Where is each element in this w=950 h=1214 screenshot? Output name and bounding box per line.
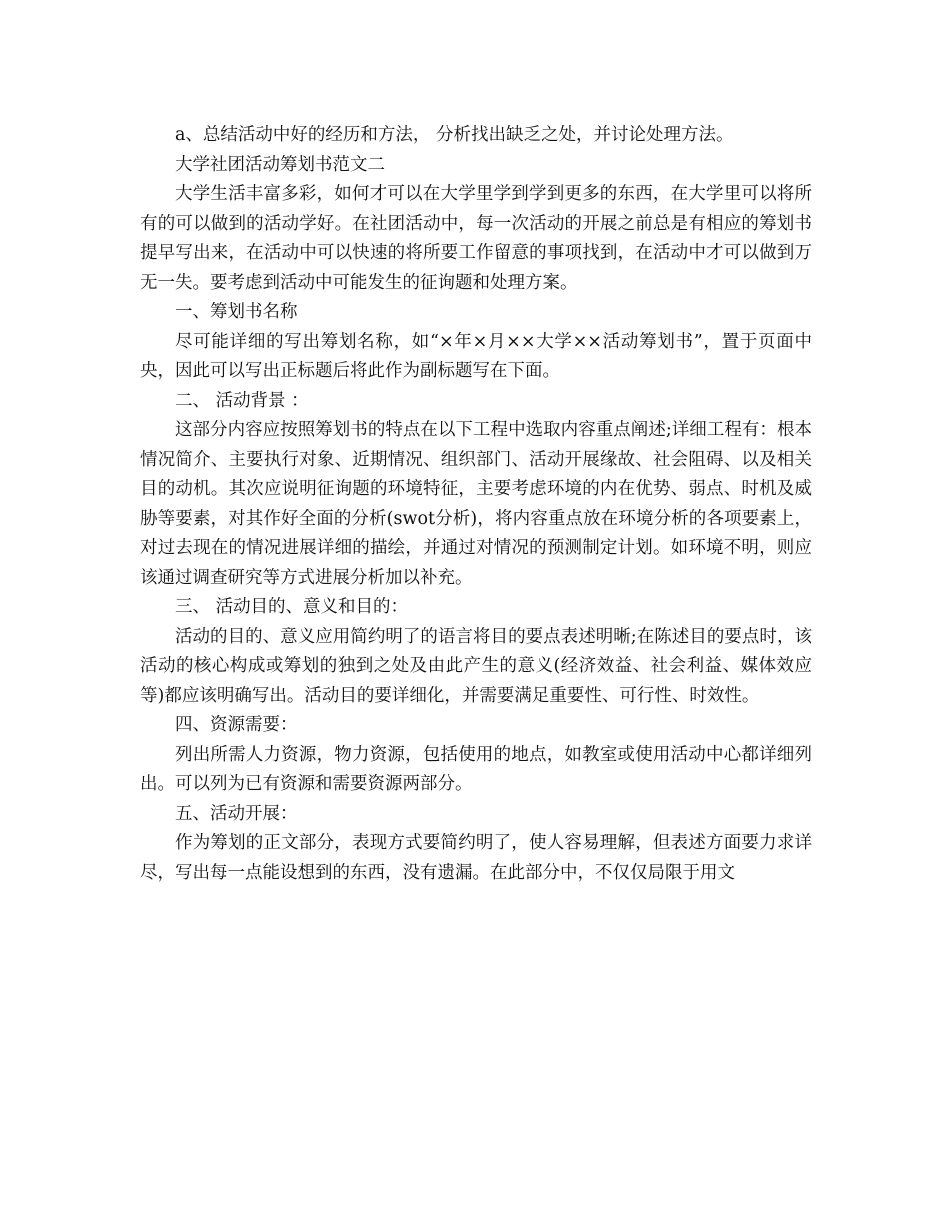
paragraph-intro: 大学生活丰富多彩，如何才可以在大学里学到学到更多的东西，在大学里可以将所有的可以做到的活动学好。在社团活动中，每一次活动的开展之前总是有相应的筹划书提早写出来，在活动中可以快速的将所要工作留意的事项找到，在活动中才可以做到万无一失。要考虑到活动中可能发生的征询题和处理方案。 xyxy=(140,184,812,293)
paragraph-purpose: 活动的目的、意义应用简约明了的语言将目的要点表述明晰;在陈述目的要点时，该活动的核心构成或筹划的独到之处及由此产生的意义(经济效益、社会利益、媒体效应等)都应该明确写出。活动目的要详细化，并需要满足重要性、可行性、时效性。 xyxy=(140,626,812,706)
paragraph-summary: a、总结活动中好的经历和方法， 分析找出缺乏之处，并讨论处理方法。 xyxy=(175,125,734,145)
heading-purpose: 三、 活动目的、意义和目的： xyxy=(175,597,409,617)
heading-background: 二、 活动背景 ： xyxy=(175,390,309,411)
paragraph-plan-name: 尽可能详细的写出筹划名称，如“×年×月××大学××活动筹划书”，置于页面中央，因此可以写出正标题后将此作为副标题写在下面。 xyxy=(140,331,812,381)
heading-plan-name: 一、筹划书名称 xyxy=(175,302,298,322)
document-body xyxy=(140,121,812,888)
paragraph-background: 这部分内容应按照筹划书的特点在以下工程中选取内容重点阐述;详细工程有：根本情况简介、主要执行对象、近期情况、组织部门、活动开展缘故、社会阻碍、以及相关目的动机。其次应说明征询题的环境特征，主要考虑环境的内在优势、弱点、时机及威胁等要素，对其作好全面的分析(swot分析)，将内容重点放在环境分析的各项要素上，对过去现在的情况进展详细的描绘，并通过对情况的预测制定计划。如环境不明，则应该通过调查研究等方式进展分析加以补充。 xyxy=(140,420,812,588)
section-title: 大学社团活动筹划书范文二 xyxy=(175,154,385,175)
paragraph-activity: 作为筹划的正文部分，表现方式要简约明了，使人容易理解，但表述方面要力求详尽，写出每一点能设想到的东西，没有遗漏。在此部分中，不仅仅局限于用文 xyxy=(140,833,812,883)
heading-activity: 五、活动开展： xyxy=(175,803,298,824)
heading-resources: 四、资源需要： xyxy=(175,715,298,735)
paragraph-resources: 列出所需人力资源，物力资源，包括使用的地点，如教室或使用活动中心都详细列出。可以列为已有资源和需要资源两部分。 xyxy=(140,744,812,794)
